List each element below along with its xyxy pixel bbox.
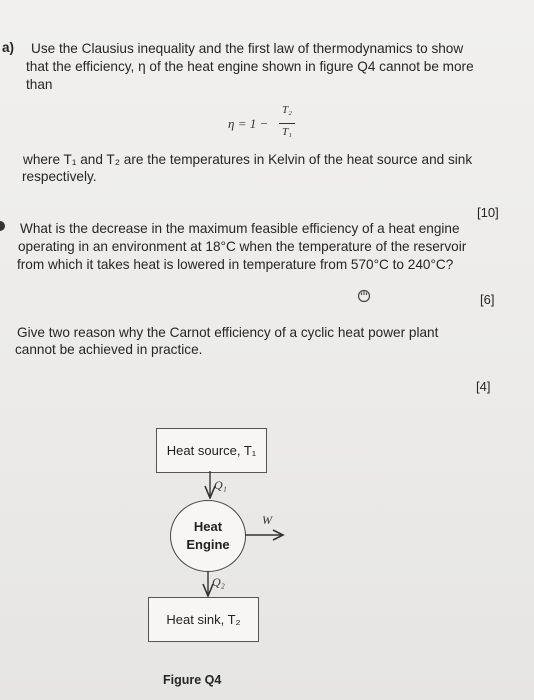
q2-label: Q₂ [212,575,225,589]
part-b-marks: [6] [480,292,495,307]
part-a-line-2: that the efficiency, η of the heat engine shown in figure Q4 cannot be more [26,59,474,74]
part-a-label: a) [2,40,15,55]
part-c-line-2: cannot be achieved in practice. [15,342,203,357]
fraction-bar [279,123,295,124]
part-b-bullet [0,221,5,231]
formula-denominator: T₁ [282,126,292,138]
cursor-hand-icon [357,289,371,303]
part-b-line-3: from which it takes heat is lowered in temperature from 570°C to 240°C? [17,257,454,272]
part-c-line-1: Give two reason why the Carnot efficiency of a cyclic heat power plant [17,325,439,340]
work-label: W [262,513,272,527]
part-a-marks: [10] [477,205,499,220]
part-b-line-2: operating in an environment at 18°C when the temperature of the reservoir [18,239,467,254]
formula-numerator: T₂ [282,104,292,116]
heat-sink-box: Heat sink, T₂ [148,597,259,642]
figure-caption: Figure Q4 [163,673,222,687]
heat-source-box: Heat source, T₁ [156,428,267,473]
q1-label: Q₁ [214,478,227,492]
part-a-line-3: than [26,77,53,92]
work-arrow [245,527,285,543]
part-c-marks: [4] [476,379,491,394]
part-b-line-1: What is the decrease in the maximum feasible efficiency of a heat engine [20,221,460,236]
heat-engine-node [170,500,246,572]
part-a-after-line-2: respectively. [22,169,97,184]
heat-engine-line-1: Heat [193,519,223,534]
part-a-after-line-1: where T₁ and T₂ are the temperatures in Kelvin of the heat source and sink [23,152,473,167]
heat-engine-line-2: Engine [186,537,230,552]
efficiency-formula [228,104,308,144]
formula-lhs: η = 1 − [228,116,269,131]
part-a-line-1: Use the Clausius inequality and the first law of thermodynamics to show [31,41,464,56]
